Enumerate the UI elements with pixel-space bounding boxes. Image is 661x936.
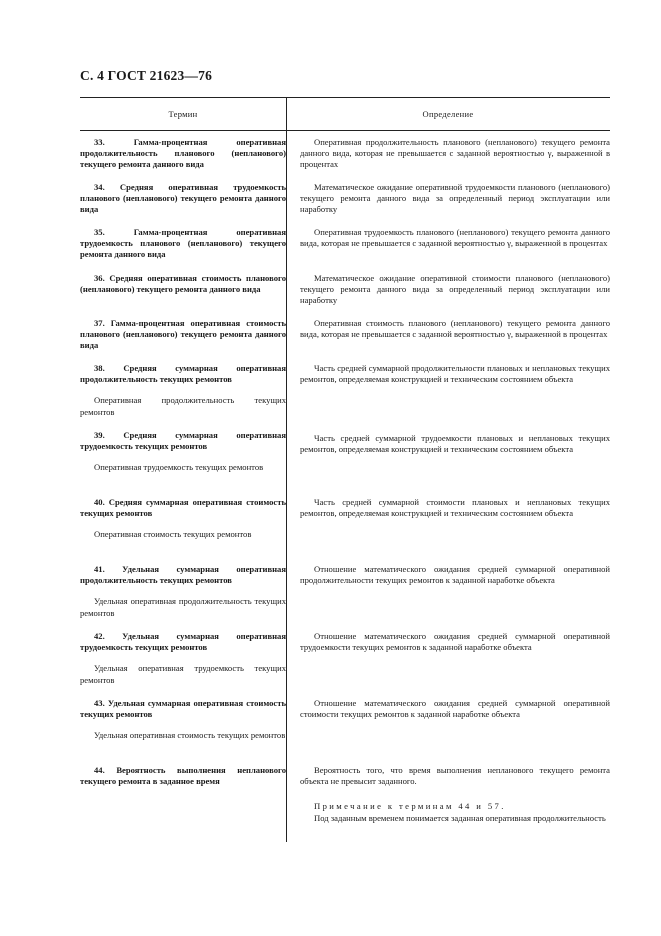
column-header-definition: Определение [422, 109, 474, 119]
definition-text: Математическое ожидание оперативной трудоемкости планового (непланового) текущего ремонта данного вида за определенный период эксплуатации или наработку [300, 182, 610, 215]
term-synonym: Удельная оперативная стоимость текущих ремонтов [94, 730, 286, 741]
term-bold: 41. Удельная суммарная оперативная продолжительность текущих ремонтов [80, 564, 286, 586]
table-row [80, 430, 610, 497]
page-header: С. 4 ГОСТ 21623—76 [80, 68, 213, 83]
term-synonym: Удельная оперативная трудоемкость текущих ремонтов [80, 663, 286, 685]
column-divider [286, 97, 287, 842]
term-synonym: Оперативная трудоемкость текущих ремонтов [94, 462, 264, 473]
note-text: Под заданным временем понимается заданная оперативная продолжительность [314, 813, 606, 824]
definition-text: Часть средней суммарной трудоемкости плановых и неплановых текущих ремонтов, определяемая конструкцией и техническим состоянием объекта [300, 433, 610, 455]
definition-text: Отношение математического ожидания средней суммарной оперативной трудоемкости текущих ремонтов к заданной наработке объекта [300, 631, 610, 653]
table-row [80, 765, 610, 845]
table-body [80, 131, 610, 845]
definition-text: Оперативная продолжительность планового (непланового) текущего ремонта данного вида, которая не превышается с заданной вероятностью γ, выраженной в процентах [300, 137, 610, 170]
term-bold: 35. Гамма-процентная оперативная трудоемкость планового (непланового) текущего ремонта данного вида [80, 227, 286, 260]
table-row [80, 182, 610, 227]
term-synonym: Оперативная стоимость текущих ремонтов [94, 529, 252, 540]
table-row [80, 363, 610, 430]
definition-text: Отношение математического ожидания средней суммарной оперативной стоимости текущих ремонтов к заданной наработке объекта [300, 698, 610, 720]
definition-text: Отношение математического ожидания средней суммарной оперативной продолжительности текущих ремонтов к заданной наработке объекта [300, 564, 610, 586]
table-row [80, 273, 610, 318]
term-synonym: Удельная оперативная продолжительность текущих ремонтов [80, 596, 286, 618]
table-row [80, 497, 610, 564]
definition-text: Оперативная трудоемкость планового (непланового) текущего ремонта данного вида, которая не превышается с заданной вероятностью γ, выраженной в процентах [300, 227, 610, 249]
definition-text: Часть средней суммарной стоимости плановых и неплановых текущих ремонтов, определяемая конструкцией и техническим состоянием объекта [300, 497, 610, 519]
table-row [80, 564, 610, 631]
term-bold: 44. Вероятность выполнения непланового текущего ремонта в заданное время [80, 765, 286, 787]
table-row [80, 698, 610, 765]
table-row [80, 137, 610, 182]
term-bold: 43. Удельная суммарная оперативная стоимость текущих ремонтов [80, 698, 286, 720]
table-header [80, 98, 610, 131]
term-bold: 40. Средняя суммарная оперативная стоимость текущих ремонтов [80, 497, 286, 519]
table-row [80, 631, 610, 698]
term-bold: 37. Гамма-процентная оперативная стоимость планового (непланового) текущего ремонта данного вида [80, 318, 286, 351]
term-bold: 38. Средняя суммарная оперативная продолжительность текущих ремонтов [80, 363, 286, 385]
definition-text: Часть средней суммарной продолжительности плановых и неплановых текущих ремонтов, определяемая конструкцией и техническим состоянием объекта [300, 363, 610, 385]
term-synonym: Оперативная продолжительность текущих ремонтов [80, 395, 286, 417]
table-row [80, 227, 610, 273]
term-bold: 42. Удельная суммарная оперативная трудоемкость текущих ремонтов [80, 631, 286, 653]
term-bold: 39. Средняя суммарная оперативная трудоемкость текущих ремонтов [80, 430, 286, 452]
column-header-term: Термин [168, 109, 198, 119]
table-row [80, 318, 610, 363]
note-label: Примечание к терминам 44 и 57. [314, 801, 506, 812]
terms-table [80, 97, 610, 845]
definition-text: Вероятность того, что время выполнения непланового текущего ремонта объекта не превысит заданного. [300, 765, 610, 787]
term-bold: 36. Средняя оперативная стоимость планового (непланового) текущего ремонта данного вида [80, 273, 286, 295]
term-bold: 33. Гамма-процентная оперативная продолжительность планового (непланового) текущего ремонта данного вида [80, 137, 286, 170]
definition-text: Математическое ожидание оперативной стоимости планового (непланового) текущего ремонта данного вида за определенный период эксплуатации или наработку [300, 273, 610, 306]
definition-text: Оперативная стоимость планового (непланового) текущего ремонта данного вида, которая не превышается с заданной вероятностью γ, выраженной в процентах [300, 318, 610, 340]
term-bold: 34. Средняя оперативная трудоемкость планового (непланового) текущего ремонта данного вида [80, 182, 286, 215]
